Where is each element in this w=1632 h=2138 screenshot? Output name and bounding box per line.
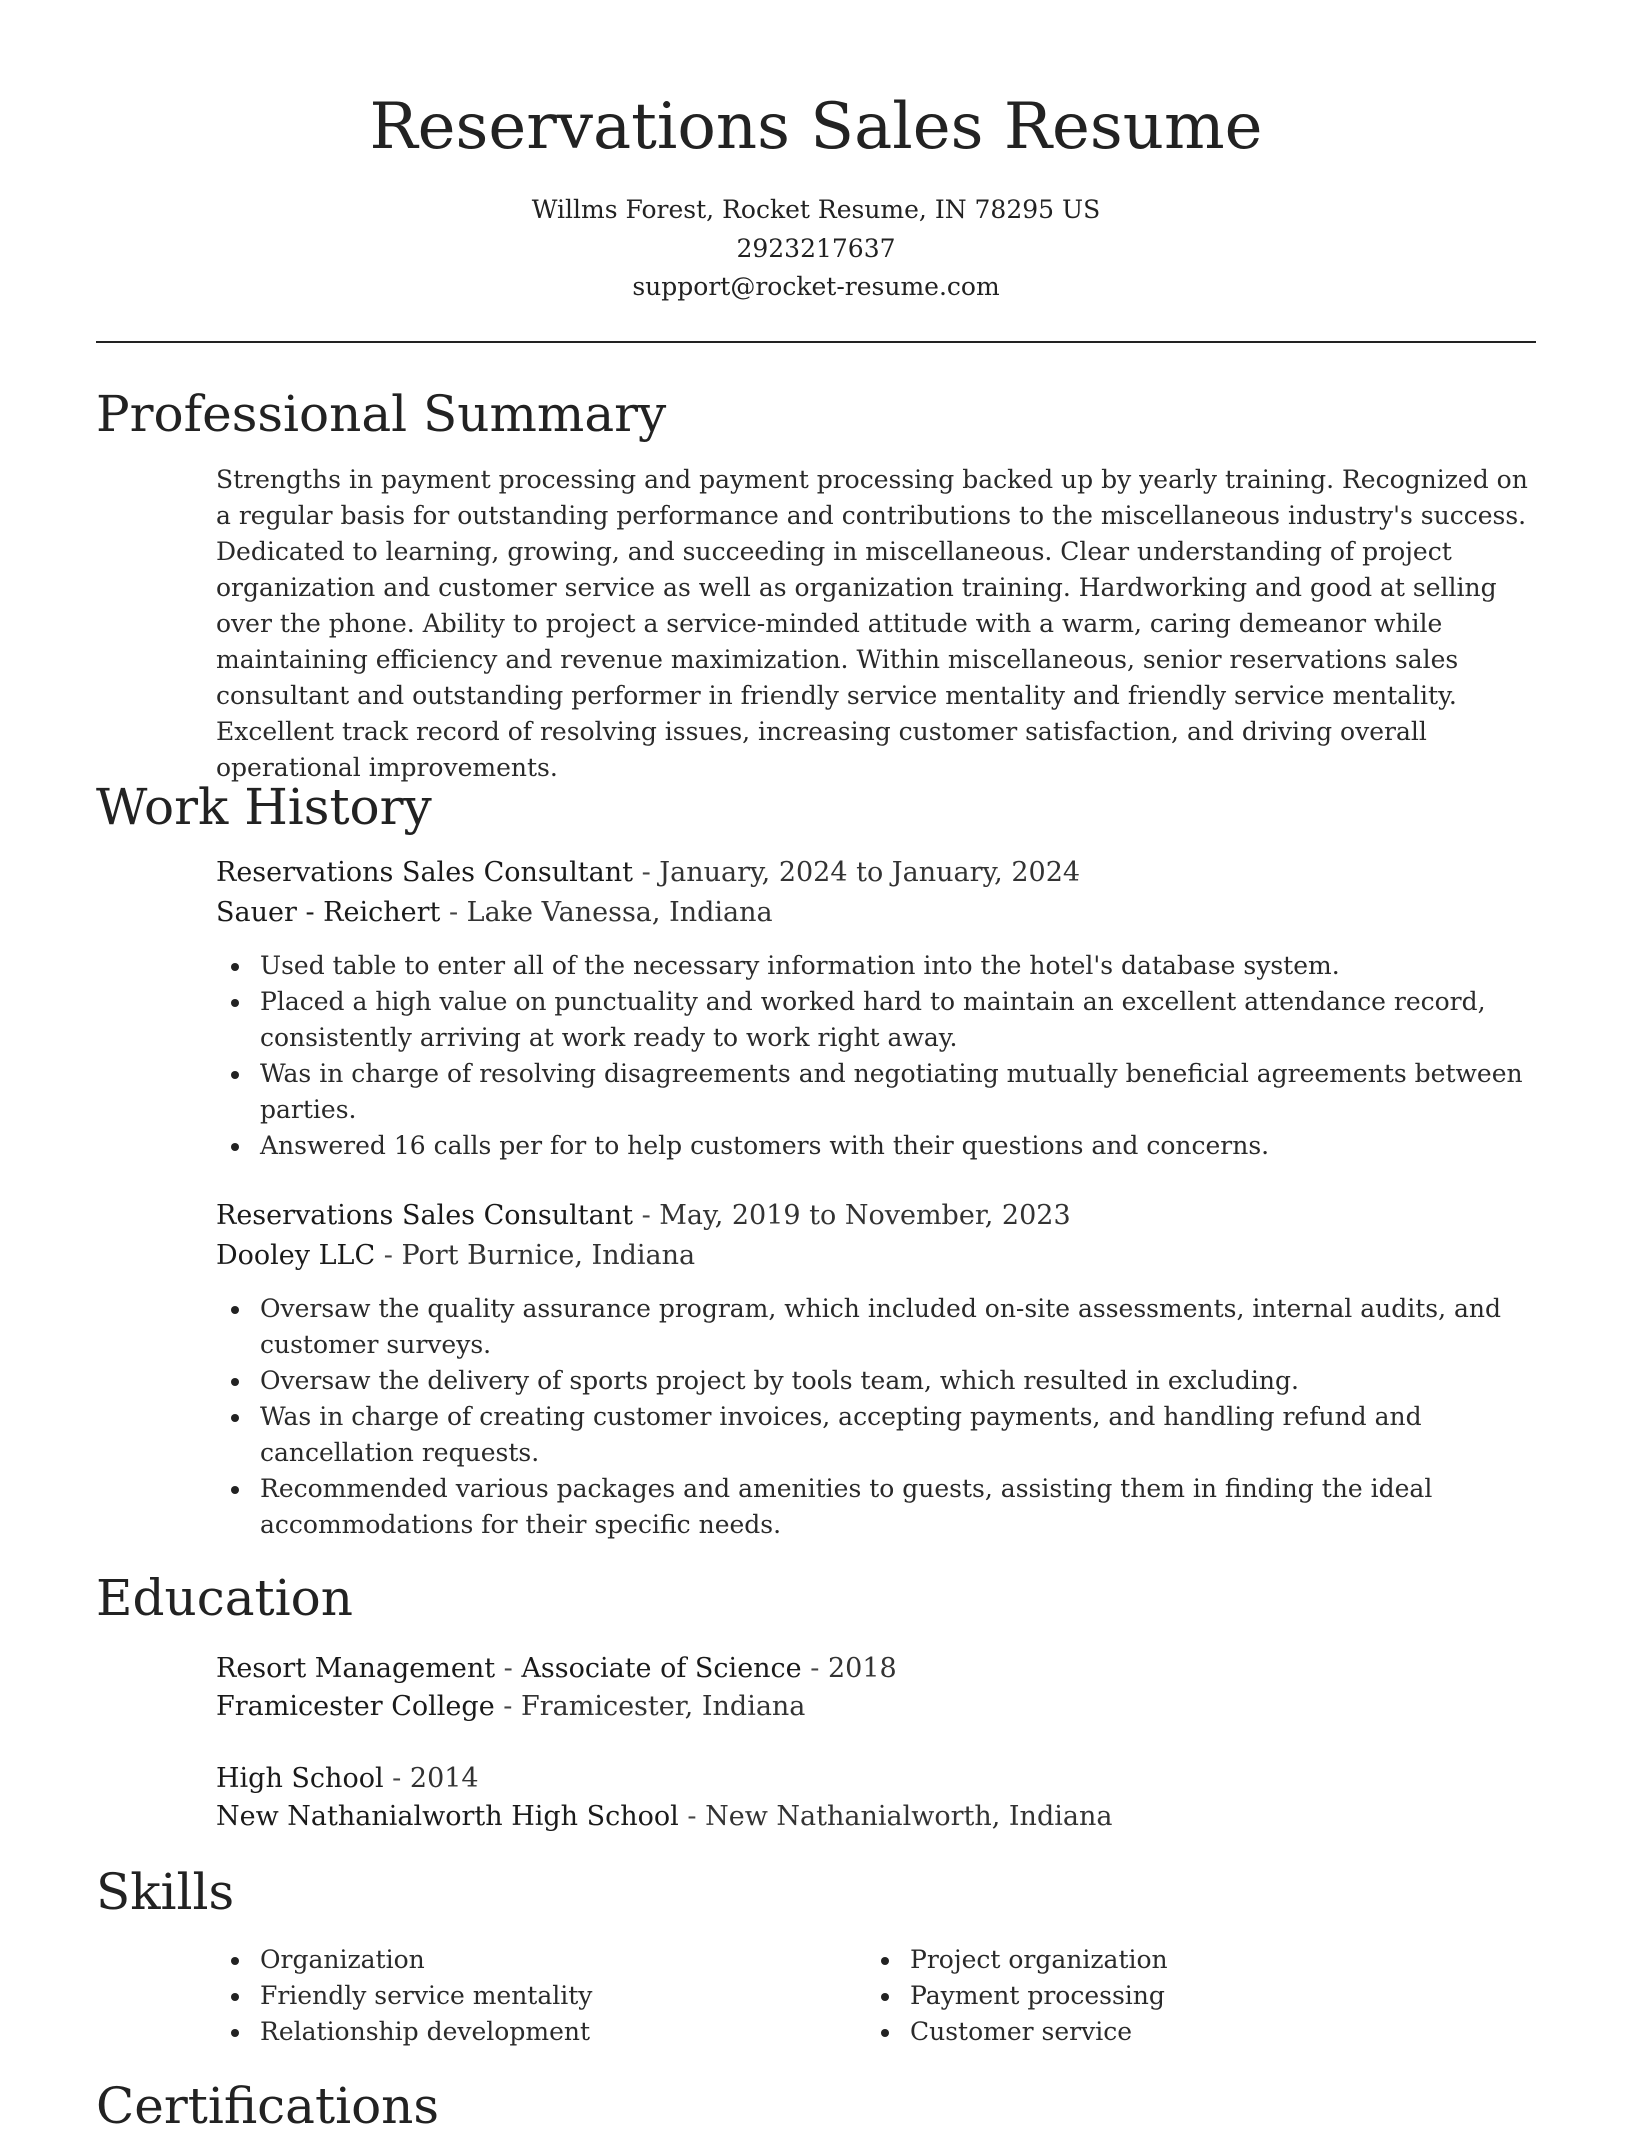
job-company: Sauer - Reichert: [216, 897, 441, 928]
list-item: Oversaw the quality assurance program, which included on-site assessments, internal audits, and customer surveys.: [216, 1291, 1536, 1363]
education-degree: Associate of Science: [521, 1653, 802, 1684]
skills-list-right: [866, 1942, 1506, 2050]
job-dates: January, 2024 to January, 2024: [659, 857, 1081, 888]
list-item: Friendly service mentality: [216, 1978, 856, 2014]
education-1-school-line: Framicester College - Framicester, Indiana: [216, 1691, 806, 1722]
skills-list-left: [216, 1942, 856, 2050]
education-school: New Nathanialworth High School: [216, 1801, 679, 1832]
summary-text: Strengths in payment processing and payment processing backed up by yearly training. Recognized on a regular basis for outstanding performance and contributions to the miscellaneous industry's success. Dedicated to learning, growing, and succeeding in miscellaneous. Clear understanding of project organization and customer service as well as organization training. Hardworking and good at selling over the phone. Ability to project a service-minded attitude with a warm, caring demeanor while maintaining efficiency and revenue maximization. Within miscellaneous, senior reservations sales consultant and outstanding performer in friendly service mentality and friendly service mentality. Excellent track record of resolving issues, increasing customer satisfaction, and driving overall operational improvements.: [216, 465, 1528, 782]
education-field: Resort Management: [216, 1653, 496, 1684]
list-item: Project organization: [866, 1942, 1506, 1978]
list-item: Answered 16 calls per for to help customers with their questions and concerns.: [216, 1128, 1536, 1164]
section-heading-certifications: Certifications: [96, 2077, 440, 2135]
list-item: Oversaw the delivery of sports project by tools team, which resulted in excluding.: [216, 1363, 1536, 1399]
job-location: Lake Vanessa, Indiana: [466, 897, 773, 928]
job-location: Port Burnice, Indiana: [401, 1240, 696, 1271]
education-year: 2014: [409, 1763, 479, 1794]
list-item: Payment processing: [866, 1978, 1506, 2014]
job-2-company-line: Dooley LLC - Port Burnice, Indiana: [216, 1240, 696, 1271]
list-item: Organization: [216, 1942, 856, 1978]
resume-title: Reservations Sales Resume: [369, 90, 1263, 164]
section-heading-summary: Professional Summary: [96, 385, 667, 443]
list-item: Placed a high value on punctuality and worked hard to maintain an excellent attendance record, consistently arriving at work ready to work right away.: [216, 984, 1536, 1056]
job-title: Reservations Sales Consultant: [216, 857, 633, 888]
job-dates: May, 2019 to November, 2023: [659, 1200, 1071, 1231]
job-1-company-line: Sauer - Reichert - Lake Vanessa, Indiana: [216, 897, 773, 928]
contact-phone: 2923217637: [736, 234, 896, 263]
section-heading-work-history: Work History: [96, 778, 432, 836]
header-divider: [96, 341, 1536, 343]
education-2-school-line: New Nathanialworth High School - New Nathanialworth, Indiana: [216, 1801, 1113, 1832]
job-title: Reservations Sales Consultant: [216, 1200, 633, 1231]
section-heading-skills: Skills: [96, 1863, 235, 1921]
list-item: Relationship development: [216, 2014, 856, 2050]
job-2-header: Reservations Sales Consultant - May, 2019 to November, 2023: [216, 1200, 1071, 1231]
list-item: Was in charge of resolving disagreements and negotiating mutually beneficial agreements between parties.: [216, 1056, 1536, 1128]
list-item: Customer service: [866, 2014, 1506, 2050]
education-2-degree-line: High School - 2014: [216, 1763, 479, 1794]
job-company: Dooley LLC: [216, 1240, 376, 1271]
section-heading-education: Education: [96, 1569, 353, 1627]
job-1-duties: [216, 948, 1536, 1164]
list-item: Used table to enter all of the necessary information into the hotel's database system.: [216, 948, 1536, 984]
education-school: Framicester College: [216, 1691, 495, 1722]
job-2-duties: [216, 1291, 1536, 1543]
education-location: New Nathanialworth, Indiana: [705, 1801, 1113, 1832]
job-1-header: Reservations Sales Consultant - January, 2024 to January, 2024: [216, 857, 1081, 888]
education-degree: High School: [216, 1763, 384, 1794]
education-location: Framicester, Indiana: [520, 1691, 806, 1722]
list-item: Recommended various packages and amenities to guests, assisting them in finding the ideal accommodations for their specific needs.: [216, 1471, 1536, 1543]
contact-email: support@rocket-resume.com: [632, 272, 1000, 301]
contact-address: Willms Forest, Rocket Resume, IN 78295 US: [531, 195, 1101, 224]
education-year: 2018: [827, 1653, 897, 1684]
education-1-degree-line: Resort Management - Associate of Science - 2018: [216, 1653, 897, 1684]
list-item: Was in charge of creating customer invoices, accepting payments, and handling refund and cancellation requests.: [216, 1399, 1536, 1471]
